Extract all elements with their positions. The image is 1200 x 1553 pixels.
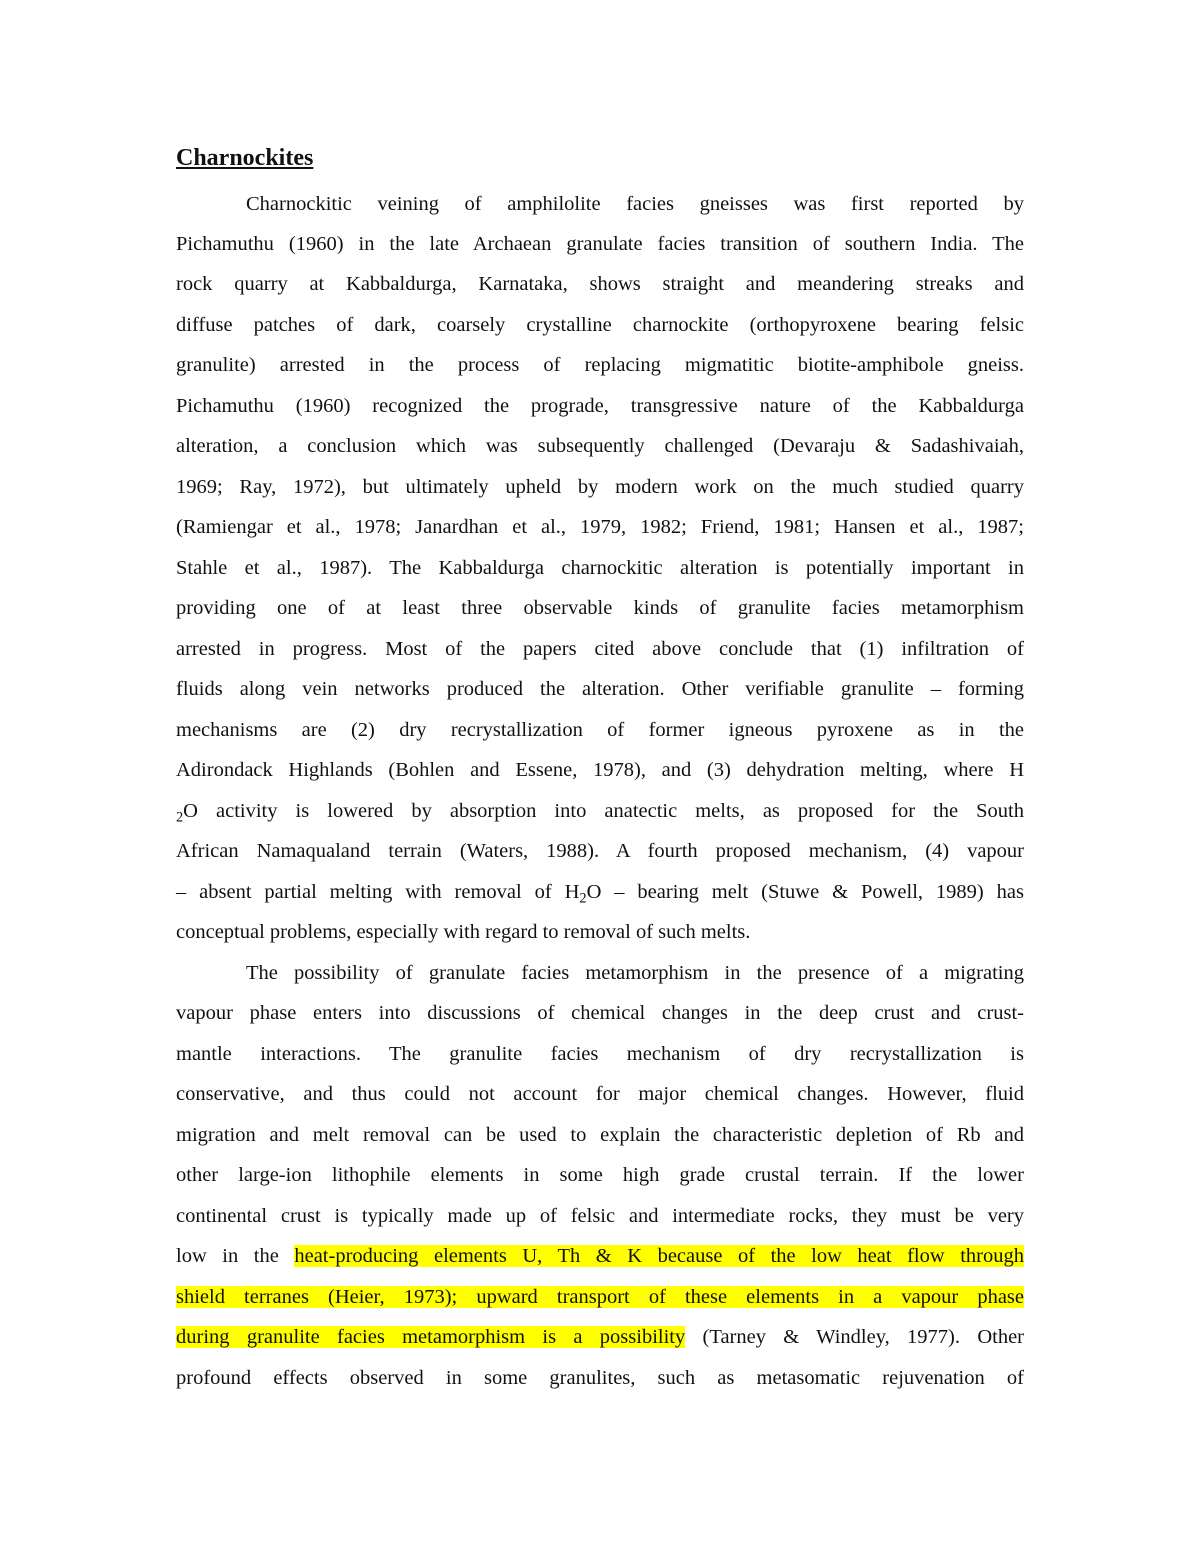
section-heading: Charnockites <box>176 145 314 171</box>
paragraph-1-line <box>176 797 1024 825</box>
paragraph-1-line: (Ramiengar et al., 1978; Janardhan et al., 1979, 1982; Friend, 1981; Hansen et al., 1987; <box>176 516 1024 538</box>
line-text: low in the <box>176 1245 295 1267</box>
subscript: 2 <box>176 809 184 826</box>
paragraph-2-line <box>176 1323 1024 1351</box>
paragraph-2-line: profound effects observed in some granulites, such as metasomatic rejuvenation of <box>176 1367 1024 1389</box>
paragraph-2-line: The possibility of granulate facies metamorphism in the presence of a migrating <box>246 962 1024 984</box>
paragraph-1-line: rock quarry at Kabbaldurga, Karnataka, shows straight and meandering streaks and <box>176 273 1024 295</box>
paragraph-1-line: mechanisms are (2) dry recrystallization of former igneous pyroxene as in the <box>176 719 1024 741</box>
paragraph-1-line: Pichamuthu (1960) in the late Archaean granulate facies transition of southern India. The <box>176 233 1024 255</box>
paragraph-1-line: arrested in progress. Most of the papers cited above conclude that (1) infiltration of <box>176 638 1024 660</box>
line-text: O – bearing melt (Stuwe & Powell, 1989) has <box>586 881 1024 903</box>
paragraph-1-line: alteration, a conclusion which was subsequently challenged (Devaraju & Sadashivaiah, <box>176 435 1024 457</box>
paragraph-2-line: continental crust is typically made up of felsic and intermediate rocks, they must be very <box>176 1205 1024 1227</box>
paragraph-1-line: Adirondack Highlands (Bohlen and Essene, 1978), and (3) dehydration melting, where H <box>176 759 1024 781</box>
paragraph-1-line: African Namaqualand terrain (Waters, 1988). A fourth proposed mechanism, (4) vapour <box>176 840 1024 862</box>
paragraph-1-line: diffuse patches of dark, coarsely crystalline charnockite (orthopyroxene bearing felsic <box>176 314 1024 336</box>
paragraph-2-line: migration and melt removal can be used to explain the characteristic depletion of Rb and <box>176 1124 1024 1146</box>
paragraph-1-line <box>176 878 1024 906</box>
paragraph-1-line: fluids along vein networks produced the alteration. Other verifiable granulite – forming <box>176 678 1024 700</box>
paragraph-1-line: Charnockitic veining of amphilolite facies gneisses was first reported by <box>246 193 1024 215</box>
paragraph-1-line: Stahle et al., 1987). The Kabbaldurga charnockitic alteration is potentially important in <box>176 557 1024 579</box>
paragraph-1-line: granulite) arrested in the process of replacing migmatitic biotite-amphibole gneiss. <box>176 354 1024 376</box>
paragraph-2-line <box>176 1283 1024 1311</box>
line-text: – absent partial melting with removal of H <box>176 881 580 903</box>
paragraph-2-line <box>176 1242 1024 1270</box>
highlighted-text: heat-producing elements U, Th & K because of the low heat flow through <box>294 1245 1024 1267</box>
paragraph-2-line: mantle interactions. The granulite facies mechanism of dry recrystallization is <box>176 1043 1024 1065</box>
highlighted-text: shield terranes (Heier, 1973); upward transport of these elements in a vapour phase <box>176 1286 1024 1308</box>
subscript: 2 <box>579 890 587 907</box>
paragraph-1-line: conceptual problems, especially with regard to removal of such melts. <box>176 921 751 943</box>
paragraph-2-line: conservative, and thus could not account for major chemical changes. However, fluid <box>176 1083 1024 1105</box>
paragraph-1-line: Pichamuthu (1960) recognized the prograde, transgressive nature of the Kabbaldurga <box>176 395 1024 417</box>
highlighted-text: during granulite facies metamorphism is a possibility <box>176 1326 686 1348</box>
paragraph-1-line: 1969; Ray, 1972), but ultimately upheld by modern work on the much studied quarry <box>176 476 1024 498</box>
line-text: (Tarney & Windley, 1977). Other <box>685 1326 1024 1348</box>
paragraph-2-line: other large-ion lithophile elements in some high grade crustal terrain. If the lower <box>176 1164 1024 1186</box>
line-text: O activity is lowered by absorption into anatectic melts, as proposed for the South <box>183 800 1024 822</box>
paragraph-2-line: vapour phase enters into discussions of chemical changes in the deep crust and crust- <box>176 1002 1024 1024</box>
paragraph-1-line: providing one of at least three observable kinds of granulite facies metamorphism <box>176 597 1024 619</box>
